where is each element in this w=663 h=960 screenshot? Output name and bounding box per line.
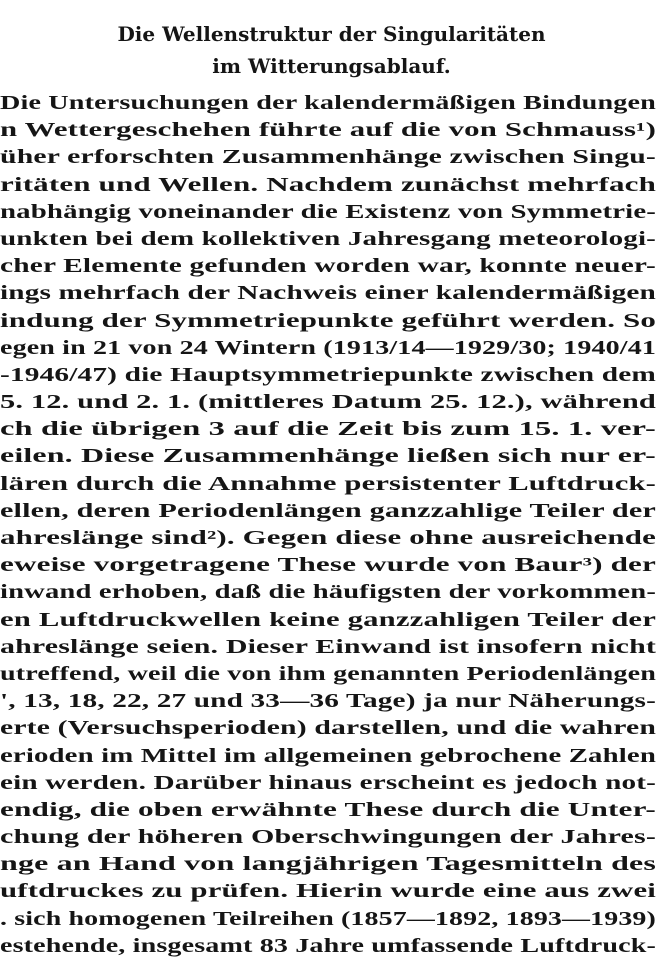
text-line-content: üher erforschten Zusammenhänge zwischen Singu- (0, 147, 656, 169)
text-line (0, 824, 663, 851)
text-line (0, 308, 663, 335)
text-line-content: ch die übrigen 3 auf die Zeit bis zum 15. 1. ver- (0, 419, 656, 441)
text-line (0, 498, 663, 525)
article-body (0, 90, 663, 960)
text-line (0, 743, 663, 770)
text-line (0, 226, 663, 253)
text-line (0, 389, 663, 416)
text-line (0, 906, 663, 933)
text-line-content: nge an Hand von langjährigen Tagesmitteln des (0, 854, 656, 876)
article-title-line-1: Die Wellenstruktur der Singularitäten (117, 22, 546, 46)
text-line (0, 172, 663, 199)
text-line-content: cher Elemente gefunden worden war, konnte neuer- (0, 256, 656, 278)
text-line-content: en Luftdruckwellen keine ganzzahligen Teiler der (0, 609, 656, 631)
text-line-content: ein werden. Darüber hinaus erscheint es jedoch not- (0, 772, 656, 794)
text-line (0, 280, 663, 307)
text-line (0, 416, 663, 443)
text-line-content: -1946/47) die Hauptsymmetriepunkte zwischen dem (0, 364, 656, 386)
text-line (0, 607, 663, 634)
text-line (0, 471, 663, 498)
article-title-line-2: im Witterungsablauf. (212, 54, 451, 78)
text-line-content: . sich homogenen Teilreihen (1857—1892, 1893—1939) (0, 908, 656, 930)
text-line-content: chung der höheren Oberschwingungen der Jahres- (0, 827, 656, 849)
text-line-content: lären durch die Annahme persistenter Luftdruck- (0, 473, 656, 495)
text-line-content: inwand erhoben, daß die häufigsten der vorkommen- (0, 582, 656, 604)
text-line (0, 715, 663, 742)
text-line-content: uftdruckes zu prüfen. Hierin wurde eine aus zwei (0, 881, 656, 903)
text-line-content: unkten bei dem kollektiven Jahresgang meteorologi- (0, 228, 656, 250)
text-line-content: 5. 12. und 2. 1. (mittleres Datum 25. 12.), während (0, 392, 656, 414)
text-line (0, 253, 663, 280)
text-line (0, 552, 663, 579)
text-line (0, 661, 663, 688)
text-line-content: ellen, deren Periodenlängen ganzzahlige Teiler der (0, 500, 656, 522)
text-line-content: ahreslänge seien. Dieser Einwand ist insofern nicht (0, 636, 656, 658)
text-line-content: utreffend, weil die von ihm genannten Periodenlängen (0, 663, 656, 685)
text-line (0, 579, 663, 606)
text-line (0, 878, 663, 905)
text-line-content: nabhängig voneinander die Existenz von Symmetrie- (0, 201, 656, 223)
text-line-content: eilen. Diese Zusammenhänge ließen sich nur er- (0, 446, 656, 468)
text-line-content: n Wettergeschehen führte auf die von Schmauss¹) (0, 120, 656, 142)
text-line (0, 90, 663, 117)
text-line (0, 443, 663, 470)
text-line (0, 525, 663, 552)
text-line (0, 117, 663, 144)
text-line-content: endig, die oben erwähnte These durch die Unter- (0, 799, 656, 821)
text-line-content: ings mehrfach der Nachweis einer kalendermäßigen (0, 283, 656, 305)
text-line-content: ritäten und Wellen. Nachdem zunächst mehrfach (0, 174, 656, 196)
text-line (0, 688, 663, 715)
text-line-content: estehende, insgesamt 83 Jahre umfassende Luftdruck- (0, 935, 656, 957)
text-line-content: ', 13, 18, 22, 27 und 33—36 Tage) ja nur Näherungs- (0, 691, 656, 713)
text-line-content: Die Untersuchungen der kalendermäßigen Bindungen (0, 93, 656, 114)
text-line (0, 362, 663, 389)
text-line (0, 797, 663, 824)
text-line-content: eweise vorgetragene These wurde von Baur³) der (0, 555, 656, 577)
text-line-content: erioden im Mittel im allgemeinen gebrochene Zahlen (0, 745, 656, 767)
text-line (0, 634, 663, 661)
text-line-content: egen in 21 von 24 Wintern (1913/14—1929/30; 1940/41 (0, 337, 656, 359)
text-line-content: erte (Versuchsperioden) darstellen, und die wahren (0, 718, 656, 740)
text-line (0, 770, 663, 797)
text-line-content: indung der Symmetriepunkte geführt werden. So (0, 310, 656, 332)
text-line (0, 933, 663, 960)
text-line (0, 144, 663, 171)
text-line (0, 851, 663, 878)
text-line (0, 335, 663, 362)
text-line-content: ahreslänge sind²). Gegen diese ohne ausreichende (0, 528, 656, 549)
text-line (0, 199, 663, 226)
